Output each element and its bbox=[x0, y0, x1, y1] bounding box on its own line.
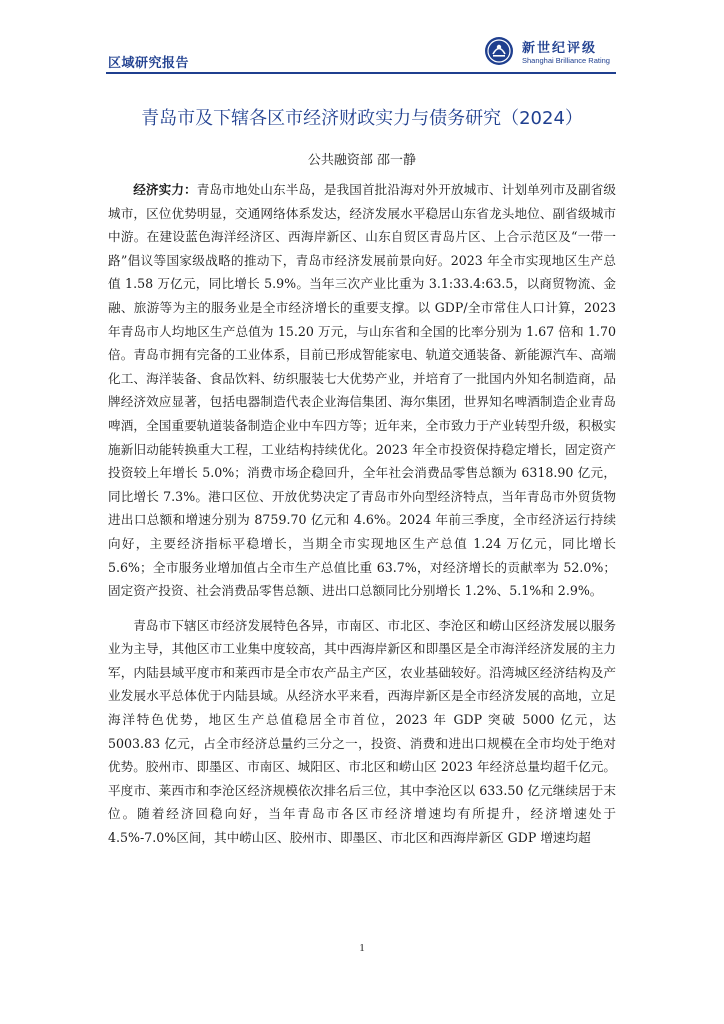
paragraph-text: 青岛市下辖区市经济发展特色各异，市南区、市北区、李沧区和崂山区经济发展以服务业为主导，其他区市工业集中度较高，其中西海岸新区和即墨区是全市海洋经济发展的主力军，内陆县域平度市和莱西市是全市农产品主产区，农业基础较好。沿湾城区经济结构及产业发展水平总体优于内陆县域。从经济水平来看，西海岸新区是全市经济发展的高地，立足海洋特色优势，地区生产总值稳居全市首位，2023 年 GDP 突破 5000 亿元，达 5003.83 亿元，占全市经济总量约三分之一，投资、消费和进出口规模在全市均处于绝对优势。胶州市、即墨区、市南区、城阳区、市北区和崂山区 2023 年经济总量均超千亿元。平度市、莱西市和李沧区经济规模依次排名后三位，其中李沧区以 633.50 亿元继续居于末位。随着经济回稳向好，当年青岛市各区市经济增速均有所提升，经济增速处于 4.5%-7.0%区间，其中崂山区、胶州市、即墨区、市北区和西海岸新区 GDP 增速均超 bbox=[108, 617, 616, 846]
paragraph-text: 青岛市地处山东半岛，是我国首批沿海对外开放城市、计划单列市及副省级城市，区位优势明显，交通网络体系发达，经济发展水平稳居山东省龙头地位、副省级城市中游。在建设蓝色海洋经济区、西海岸新区、山东自贸区青岛片区、上合示范区及“一带一路”倡议等国家级战略的推动下，青岛市经济发展前景向好。2023 年全市实现地区生产总值 1.58 万亿元，同比增长 5.9%。当年三次产业比重为 3.1:33.4:63.5，以商贸物流、金融、旅游等为主的服务业是全市经济增长的重要支撑。以 GDP/全市常住人口计算，2023 年青岛市人均地区生产总值为 15.20 万元，与山东省和全国的比率分别为 1.67 倍和 1.70 倍。青岛市拥有完备的工业体系，目前已形成智能家电、轨道交通装备、新能源汽车、高端化工、海洋装备、食品饮料、纺织服装七大优势产业，并培育了一批国内外知名制造商，品牌经济效应显著，包括电器制造代表企业海信集团、海尔集团，世界知名啤酒制造企业青岛啤酒，全国重要轨道装备制造企业中车四方等；近年来，全市致力于产业转型升级，积极实施新旧动能转换重大工程，工业结构持续优化。2023 年全市投资保持稳定增长，固定资产投资较上年增长 5.0%；消费市场企稳回升，全年社会消费品零售总额为 6318.90 亿元，同比增长 7.3%。港口区位、开放优势决定了青岛市外向型经济特点，当年青岛市外贸货物进出口总额和增速分别为 8759.70 亿元和 4.6%。2024 年前三季度，全市经济运行持续向好，主要经济指标平稳增长，当期全市实现地区生产总值 1.24 万亿元，同比增长 5.6%；全市服务业增加值占全市生产总值比重 63.7%，对经济增长的贡献率为 52.0%；固定资产投资、社会消费品零售总额、进出口总额同比分别增长 1.2%、5.1%和 2.9%。 bbox=[108, 182, 617, 599]
author-line: 公共融资部 邵一静 bbox=[307, 153, 417, 168]
report-category-label: 区域研究报告 bbox=[108, 56, 190, 71]
paragraph-district-economy bbox=[108, 614, 616, 850]
brand-logo bbox=[484, 36, 619, 68]
document-body bbox=[108, 178, 616, 861]
logo-chinese-name: 新世纪评级 bbox=[522, 41, 598, 56]
document-title: 青岛市及下辖各区市经济财政实力与债务研究（2024） bbox=[141, 108, 583, 129]
header-divider bbox=[106, 72, 616, 74]
brilliance-rating-emblem-icon bbox=[484, 36, 514, 66]
page-number: 1 bbox=[359, 942, 365, 954]
logo-english-name: Shanghai Brilliance Rating bbox=[522, 56, 610, 65]
paragraph-economic-strength bbox=[108, 178, 616, 603]
paragraph-lead-heading: 经济实力： bbox=[133, 182, 197, 197]
